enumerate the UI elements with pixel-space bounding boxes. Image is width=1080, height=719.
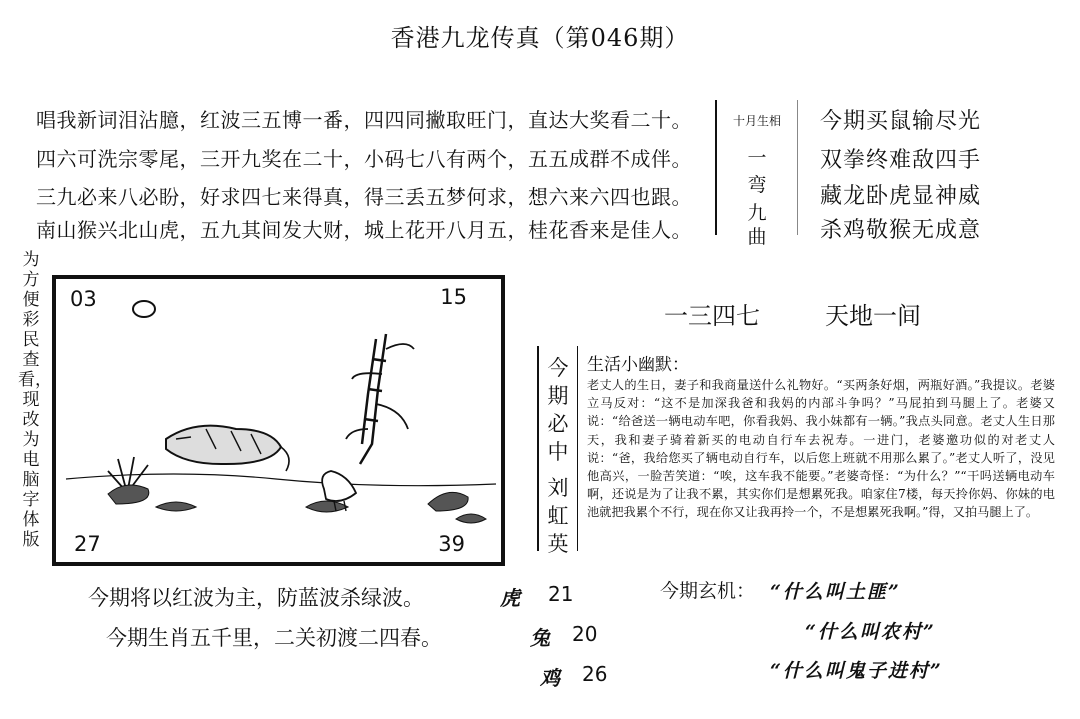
picture-number-bottom-left: 27 xyxy=(74,532,101,556)
page-title: 香港九龙传真（第046期） xyxy=(390,24,690,52)
poem-line: 三九必来八必盼，好求四七来得真，得三丢五梦何求，想六来六四也跟。 xyxy=(36,185,692,209)
story-title: 生活小幽默： xyxy=(587,355,689,375)
must-win-char: 虹 xyxy=(547,504,569,528)
must-win-box xyxy=(537,346,578,556)
zodiac-number: 21 xyxy=(548,582,574,606)
plant-icon xyxy=(108,457,148,489)
zodiac-hint-header: 十月生相 xyxy=(732,114,781,128)
zodiac-hint-box xyxy=(715,100,798,248)
rock-icon xyxy=(156,502,196,511)
poem-line: 四六可洗宗零尾，三开九奖在二十，小码七八有两个，五五成群不成伴。 xyxy=(36,147,692,171)
zodiac-hint-char: 曲 xyxy=(747,226,767,248)
poem-line: 南山猴兴北山虎，五九其间发大财，城上花开八月五，桂花香来是佳人。 xyxy=(36,218,692,242)
mystery-item: “什么叫农村” xyxy=(805,621,936,643)
zodiac-hint-char: 一 xyxy=(747,147,767,169)
must-win-char: 今 xyxy=(547,356,569,380)
rock-icon xyxy=(456,514,486,523)
zodiac-animal: 兔 xyxy=(530,626,550,650)
lucky-numbers: 一三四七 xyxy=(664,302,760,330)
mystery-item: “什么叫鬼子进村” xyxy=(770,660,943,682)
zodiac-animal: 虎 xyxy=(500,586,520,610)
zodiac-number: 20 xyxy=(572,622,598,646)
mystery-item: “什么叫土匪” xyxy=(770,581,901,603)
bamboo-icon xyxy=(346,334,414,464)
forecast-line: 今期生肖五千里，二关初渡二四春。 xyxy=(106,626,442,650)
sun-icon xyxy=(133,301,155,317)
vertical-note: 为方便彩民查看，现改为电脑字体版 xyxy=(18,250,52,550)
must-win-char: 期 xyxy=(547,384,569,408)
rock-icon xyxy=(428,492,468,511)
side-verse-line: 双拳终难敌四手 xyxy=(820,148,982,173)
forecast-line: 今期将以红波为主，防蓝波杀绿波。 xyxy=(88,586,424,610)
picture-number-bottom-right: 39 xyxy=(438,532,465,556)
zodiac-hint-char: 弯 xyxy=(747,174,767,196)
must-win-char: 英 xyxy=(547,532,569,556)
zodiac-hint-char: 九 xyxy=(747,202,767,224)
side-verse-line: 杀鸡敬猴无成意 xyxy=(820,218,982,243)
mystery-label: 今期玄机： xyxy=(660,580,756,602)
zodiac-animal: 鸡 xyxy=(540,666,560,690)
zodiac-number: 26 xyxy=(582,662,608,686)
must-win-char: 中 xyxy=(547,440,569,464)
rock-icon xyxy=(108,485,149,504)
must-win-char: 必 xyxy=(547,412,569,436)
side-verse-line: 今期买鼠输尽光 xyxy=(820,109,982,134)
riddle-drawing xyxy=(56,279,501,562)
must-win-char: 刘 xyxy=(547,476,569,500)
tiger-icon xyxy=(166,426,289,471)
poem-line: 唱我新词泪沾臆，红波三五博一番，四四同撇取旺门，直达大奖看二十。 xyxy=(36,108,692,132)
picture-number-top-right: 15 xyxy=(440,285,467,309)
side-verse-line: 藏龙卧虎显神威 xyxy=(820,184,982,209)
story-body: 老丈人的生日，妻子和我商量送什么礼物好。“买两条好烟，两瓶好酒。”我提议。老婆立马反对：“这不是加深我爸和我妈的内部斗争吗？”马屁拍到马腿上了。老婆又说：“给爸送一辆电动车吧，你看我妈、我小妹都有一辆。”我点头同意。老丈人生日那天，我和妻子骑着新买的电动自行车去祝寿。一进门，老婆邀功似的对老丈人说：“爸，我给您买了辆电动自行车，以后您上班就不用那么累了。”老丈人听了，没见他高兴，一脸苦笑道：“唉，这车我不能要。”老婆奇怪：“为什么？”“干吗送辆电动车啊，还说是为了让我不累，其实你们是想累死我。咱家住7楼，每天拎你妈、你妹的电池就把我累个不行，现在你又让我再拎一个，不是想累死我啊。”得，又拍马腿上了。 xyxy=(587,378,1055,520)
picture-number-top-left: 03 xyxy=(70,287,97,311)
riddle-picture xyxy=(52,275,505,566)
lucky-phrase: 天地一间 xyxy=(825,302,921,330)
rock-icon xyxy=(306,501,348,512)
